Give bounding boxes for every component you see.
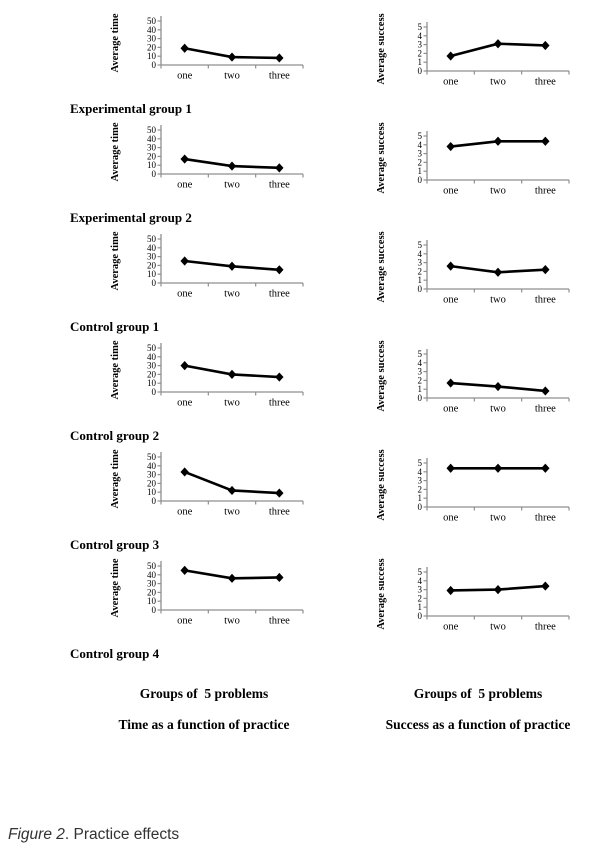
y-tick-label: 5 — [417, 349, 422, 359]
data-point-marker — [494, 137, 502, 146]
y-tick-label: 5 — [417, 131, 422, 141]
y-axis-title: Average time — [110, 558, 121, 618]
y-tick-label: 3 — [417, 39, 422, 50]
y-tick-label: 3 — [417, 257, 422, 268]
success-chart-experimental-group-2 — [372, 117, 604, 220]
y-axis-title: Average time — [110, 231, 121, 291]
x-category-label: three — [268, 179, 290, 191]
success-chart-svg — [372, 450, 577, 547]
success-chart-cell — [302, 8, 604, 117]
y-tick-label: 0 — [417, 284, 422, 294]
success-chart-svg — [372, 14, 577, 111]
y-axis-title: Average success — [376, 340, 387, 412]
data-point-marker — [494, 464, 502, 473]
y-axis-title: Average time — [110, 122, 121, 182]
y-tick-label: 40 — [147, 351, 156, 362]
x-category-label: three — [268, 397, 290, 409]
x-category-label: three — [268, 288, 290, 300]
y-tick-label: 50 — [147, 343, 156, 353]
x-category-label: one — [177, 70, 193, 82]
success-chart-control-group-3 — [372, 444, 604, 547]
y-tick-label: 0 — [151, 496, 156, 506]
figure-caption-text: . Practice effects — [64, 826, 180, 843]
data-point-marker — [180, 467, 188, 476]
data-point-marker — [541, 581, 549, 590]
y-axis-title: Average success — [376, 449, 387, 521]
data-point-marker — [228, 52, 236, 61]
y-tick-label: 2 — [417, 48, 422, 59]
y-tick-label: 40 — [147, 24, 156, 35]
x-category-label: two — [224, 506, 240, 518]
data-point-marker — [541, 137, 549, 146]
y-tick-label: 1 — [417, 57, 422, 68]
time-chart-experimental-group-2 — [106, 117, 302, 214]
data-point-marker — [275, 163, 283, 172]
x-category-label: three — [534, 512, 556, 524]
figure-row — [0, 335, 604, 444]
data-point-marker — [228, 262, 236, 271]
y-tick-label: 0 — [151, 387, 156, 397]
success-chart-cell — [302, 553, 604, 662]
data-point-marker — [228, 574, 236, 583]
figure-caption-number: Figure 2 — [8, 826, 65, 843]
y-tick-label: 30 — [147, 578, 156, 589]
group-label: Control group 3 — [70, 537, 160, 552]
y-tick-label: 3 — [417, 148, 422, 159]
data-point-marker — [541, 41, 549, 50]
x-category-label: one — [443, 512, 459, 524]
x-category-label: two — [490, 512, 506, 524]
y-tick-label: 20 — [147, 587, 156, 598]
y-tick-label: 0 — [417, 66, 422, 76]
data-point-marker — [275, 488, 283, 497]
y-tick-label: 1 — [417, 275, 422, 286]
y-axis-title: Average success — [376, 558, 387, 630]
y-tick-label: 50 — [147, 16, 156, 26]
y-tick-label: 20 — [147, 369, 156, 380]
success-chart-svg — [372, 559, 577, 656]
time-chart-control-group-4 — [106, 553, 302, 650]
time-chart-svg — [106, 226, 311, 323]
y-tick-label: 10 — [147, 160, 156, 171]
x-category-label: two — [224, 70, 240, 82]
time-chart-cell — [0, 8, 302, 117]
success-chart-svg — [372, 232, 577, 329]
time-footer-groups-label: Groups of 5 problems — [139, 686, 269, 701]
y-tick-label: 40 — [147, 569, 156, 580]
data-point-marker — [541, 265, 549, 274]
figure-caption — [8, 826, 179, 844]
time-footer-title: Time as a function of practice — [118, 717, 290, 732]
y-tick-label: 0 — [417, 611, 422, 621]
y-tick-label: 2 — [417, 593, 422, 604]
y-axis-title: Average time — [110, 13, 121, 73]
y-tick-label: 10 — [147, 269, 156, 280]
data-point-marker — [180, 44, 188, 53]
x-category-label: two — [224, 397, 240, 409]
y-tick-label: 0 — [151, 169, 156, 179]
x-category-label: three — [268, 70, 290, 82]
data-point-marker — [180, 566, 188, 575]
y-tick-label: 10 — [147, 487, 156, 498]
y-tick-label: 0 — [417, 175, 422, 185]
y-tick-label: 5 — [417, 240, 422, 250]
y-tick-label: 0 — [151, 278, 156, 288]
x-category-label: three — [534, 294, 556, 306]
x-category-label: one — [177, 615, 193, 627]
time-chart-cell — [0, 444, 302, 553]
x-category-label: two — [224, 615, 240, 627]
y-tick-label: 1 — [417, 602, 422, 613]
x-category-label: one — [443, 294, 459, 306]
y-tick-label: 50 — [147, 125, 156, 135]
y-axis-title: Average success — [376, 122, 387, 194]
x-category-label: three — [534, 403, 556, 415]
data-point-marker — [275, 573, 283, 582]
data-point-marker — [446, 51, 454, 60]
y-tick-label: 2 — [417, 375, 422, 386]
success-chart-cell — [302, 226, 604, 335]
y-tick-label: 4 — [417, 575, 422, 586]
y-tick-label: 20 — [147, 151, 156, 162]
x-category-label: two — [490, 403, 506, 415]
success-footer-title: Success as a function of practice — [385, 717, 571, 732]
figure-row — [0, 553, 604, 662]
y-tick-label: 1 — [417, 384, 422, 395]
time-chart-control-group-2 — [106, 335, 302, 432]
figure-row — [0, 117, 604, 226]
x-category-label: one — [177, 397, 193, 409]
figure-row — [0, 226, 604, 335]
x-category-label: one — [443, 621, 459, 633]
y-tick-label: 3 — [417, 584, 422, 595]
y-tick-label: 1 — [417, 493, 422, 504]
data-point-marker — [228, 161, 236, 170]
y-tick-label: 2 — [417, 266, 422, 277]
y-axis-title: Average success — [376, 231, 387, 303]
success-chart-cell — [302, 444, 604, 553]
y-tick-label: 1 — [417, 166, 422, 177]
data-point-marker — [494, 382, 502, 391]
y-tick-label: 4 — [417, 30, 422, 41]
time-chart-svg — [106, 444, 311, 541]
y-tick-label: 4 — [417, 357, 422, 368]
success-chart-control-group-2 — [372, 335, 604, 438]
figure-row — [0, 8, 604, 117]
x-category-label: one — [177, 179, 193, 191]
data-point-marker — [180, 256, 188, 265]
data-point-marker — [180, 154, 188, 163]
x-category-label: one — [443, 76, 459, 88]
time-chart-control-group-1 — [106, 226, 302, 323]
x-category-label: three — [534, 185, 556, 197]
x-category-label: one — [177, 506, 193, 518]
data-point-marker — [541, 386, 549, 395]
x-category-label: three — [268, 506, 290, 518]
time-chart-svg — [106, 117, 311, 214]
time-chart-cell — [0, 335, 302, 444]
time-chart-svg — [106, 335, 311, 432]
y-tick-label: 30 — [147, 142, 156, 153]
column-footers — [0, 686, 604, 733]
y-tick-label: 20 — [147, 478, 156, 489]
x-category-label: three — [534, 621, 556, 633]
y-tick-label: 3 — [417, 366, 422, 377]
x-category-label: two — [490, 294, 506, 306]
success-column-footer — [302, 686, 604, 733]
time-chart-experimental-group-1 — [106, 8, 302, 105]
y-tick-label: 4 — [417, 248, 422, 259]
y-tick-label: 30 — [147, 251, 156, 262]
x-category-label: one — [443, 403, 459, 415]
time-column-footer — [0, 686, 302, 733]
y-tick-label: 50 — [147, 452, 156, 462]
time-chart-svg — [106, 553, 311, 650]
group-label: Control group 1 — [70, 319, 160, 334]
group-label: Experimental group 1 — [70, 101, 192, 116]
y-tick-label: 10 — [147, 51, 156, 62]
y-tick-label: 30 — [147, 469, 156, 480]
data-point-marker — [228, 370, 236, 379]
data-point-marker — [446, 586, 454, 595]
group-label: Experimental group 2 — [70, 210, 192, 225]
y-tick-label: 2 — [417, 157, 422, 168]
data-point-marker — [446, 142, 454, 151]
x-category-label: two — [490, 621, 506, 633]
success-chart-control-group-1 — [372, 226, 604, 329]
group-label: Control group 4 — [70, 646, 160, 661]
x-category-label: one — [443, 185, 459, 197]
y-tick-label: 10 — [147, 378, 156, 389]
success-chart-cell — [302, 335, 604, 444]
figure-row — [0, 444, 604, 553]
time-chart-svg — [106, 8, 311, 105]
x-category-label: two — [224, 179, 240, 191]
data-point-marker — [494, 268, 502, 277]
y-tick-label: 40 — [147, 242, 156, 253]
time-chart-cell — [0, 226, 302, 335]
y-tick-label: 40 — [147, 133, 156, 144]
success-chart-experimental-group-1 — [372, 8, 604, 111]
time-chart-cell — [0, 553, 302, 662]
y-tick-label: 4 — [417, 466, 422, 477]
y-tick-label: 5 — [417, 567, 422, 577]
success-chart-control-group-4 — [372, 553, 604, 656]
data-point-marker — [446, 378, 454, 387]
y-tick-label: 5 — [417, 458, 422, 468]
y-tick-label: 0 — [417, 502, 422, 512]
group-label: Control group 2 — [70, 428, 160, 443]
y-tick-label: 5 — [417, 22, 422, 32]
data-point-marker — [494, 39, 502, 48]
y-tick-label: 20 — [147, 260, 156, 271]
success-chart-cell — [302, 117, 604, 226]
data-point-marker — [446, 262, 454, 271]
x-category-label: two — [490, 76, 506, 88]
x-category-label: two — [490, 185, 506, 197]
y-tick-label: 0 — [417, 393, 422, 403]
data-point-marker — [275, 372, 283, 381]
y-tick-label: 3 — [417, 475, 422, 486]
y-tick-label: 40 — [147, 460, 156, 471]
y-axis-title: Average time — [110, 449, 121, 509]
y-tick-label: 2 — [417, 484, 422, 495]
y-tick-label: 20 — [147, 42, 156, 53]
y-axis-title: Average time — [110, 340, 121, 400]
y-tick-label: 10 — [147, 596, 156, 607]
y-tick-label: 50 — [147, 561, 156, 571]
data-point-marker — [275, 53, 283, 62]
y-tick-label: 0 — [151, 60, 156, 70]
y-tick-label: 30 — [147, 33, 156, 44]
data-point-marker — [275, 265, 283, 274]
y-axis-title: Average success — [376, 13, 387, 85]
time-chart-cell — [0, 117, 302, 226]
x-category-label: two — [224, 288, 240, 300]
y-tick-label: 30 — [147, 360, 156, 371]
success-footer-groups-label: Groups of 5 problems — [413, 686, 543, 701]
y-tick-label: 0 — [151, 605, 156, 615]
success-chart-svg — [372, 341, 577, 438]
data-point-marker — [446, 464, 454, 473]
x-category-label: one — [177, 288, 193, 300]
data-point-marker — [494, 585, 502, 594]
y-tick-label: 50 — [147, 234, 156, 244]
y-tick-label: 4 — [417, 139, 422, 150]
x-category-label: three — [534, 76, 556, 88]
data-point-marker — [228, 486, 236, 495]
success-chart-svg — [372, 123, 577, 220]
time-chart-control-group-3 — [106, 444, 302, 541]
data-point-marker — [180, 361, 188, 370]
x-category-label: three — [268, 615, 290, 627]
data-point-marker — [541, 464, 549, 473]
